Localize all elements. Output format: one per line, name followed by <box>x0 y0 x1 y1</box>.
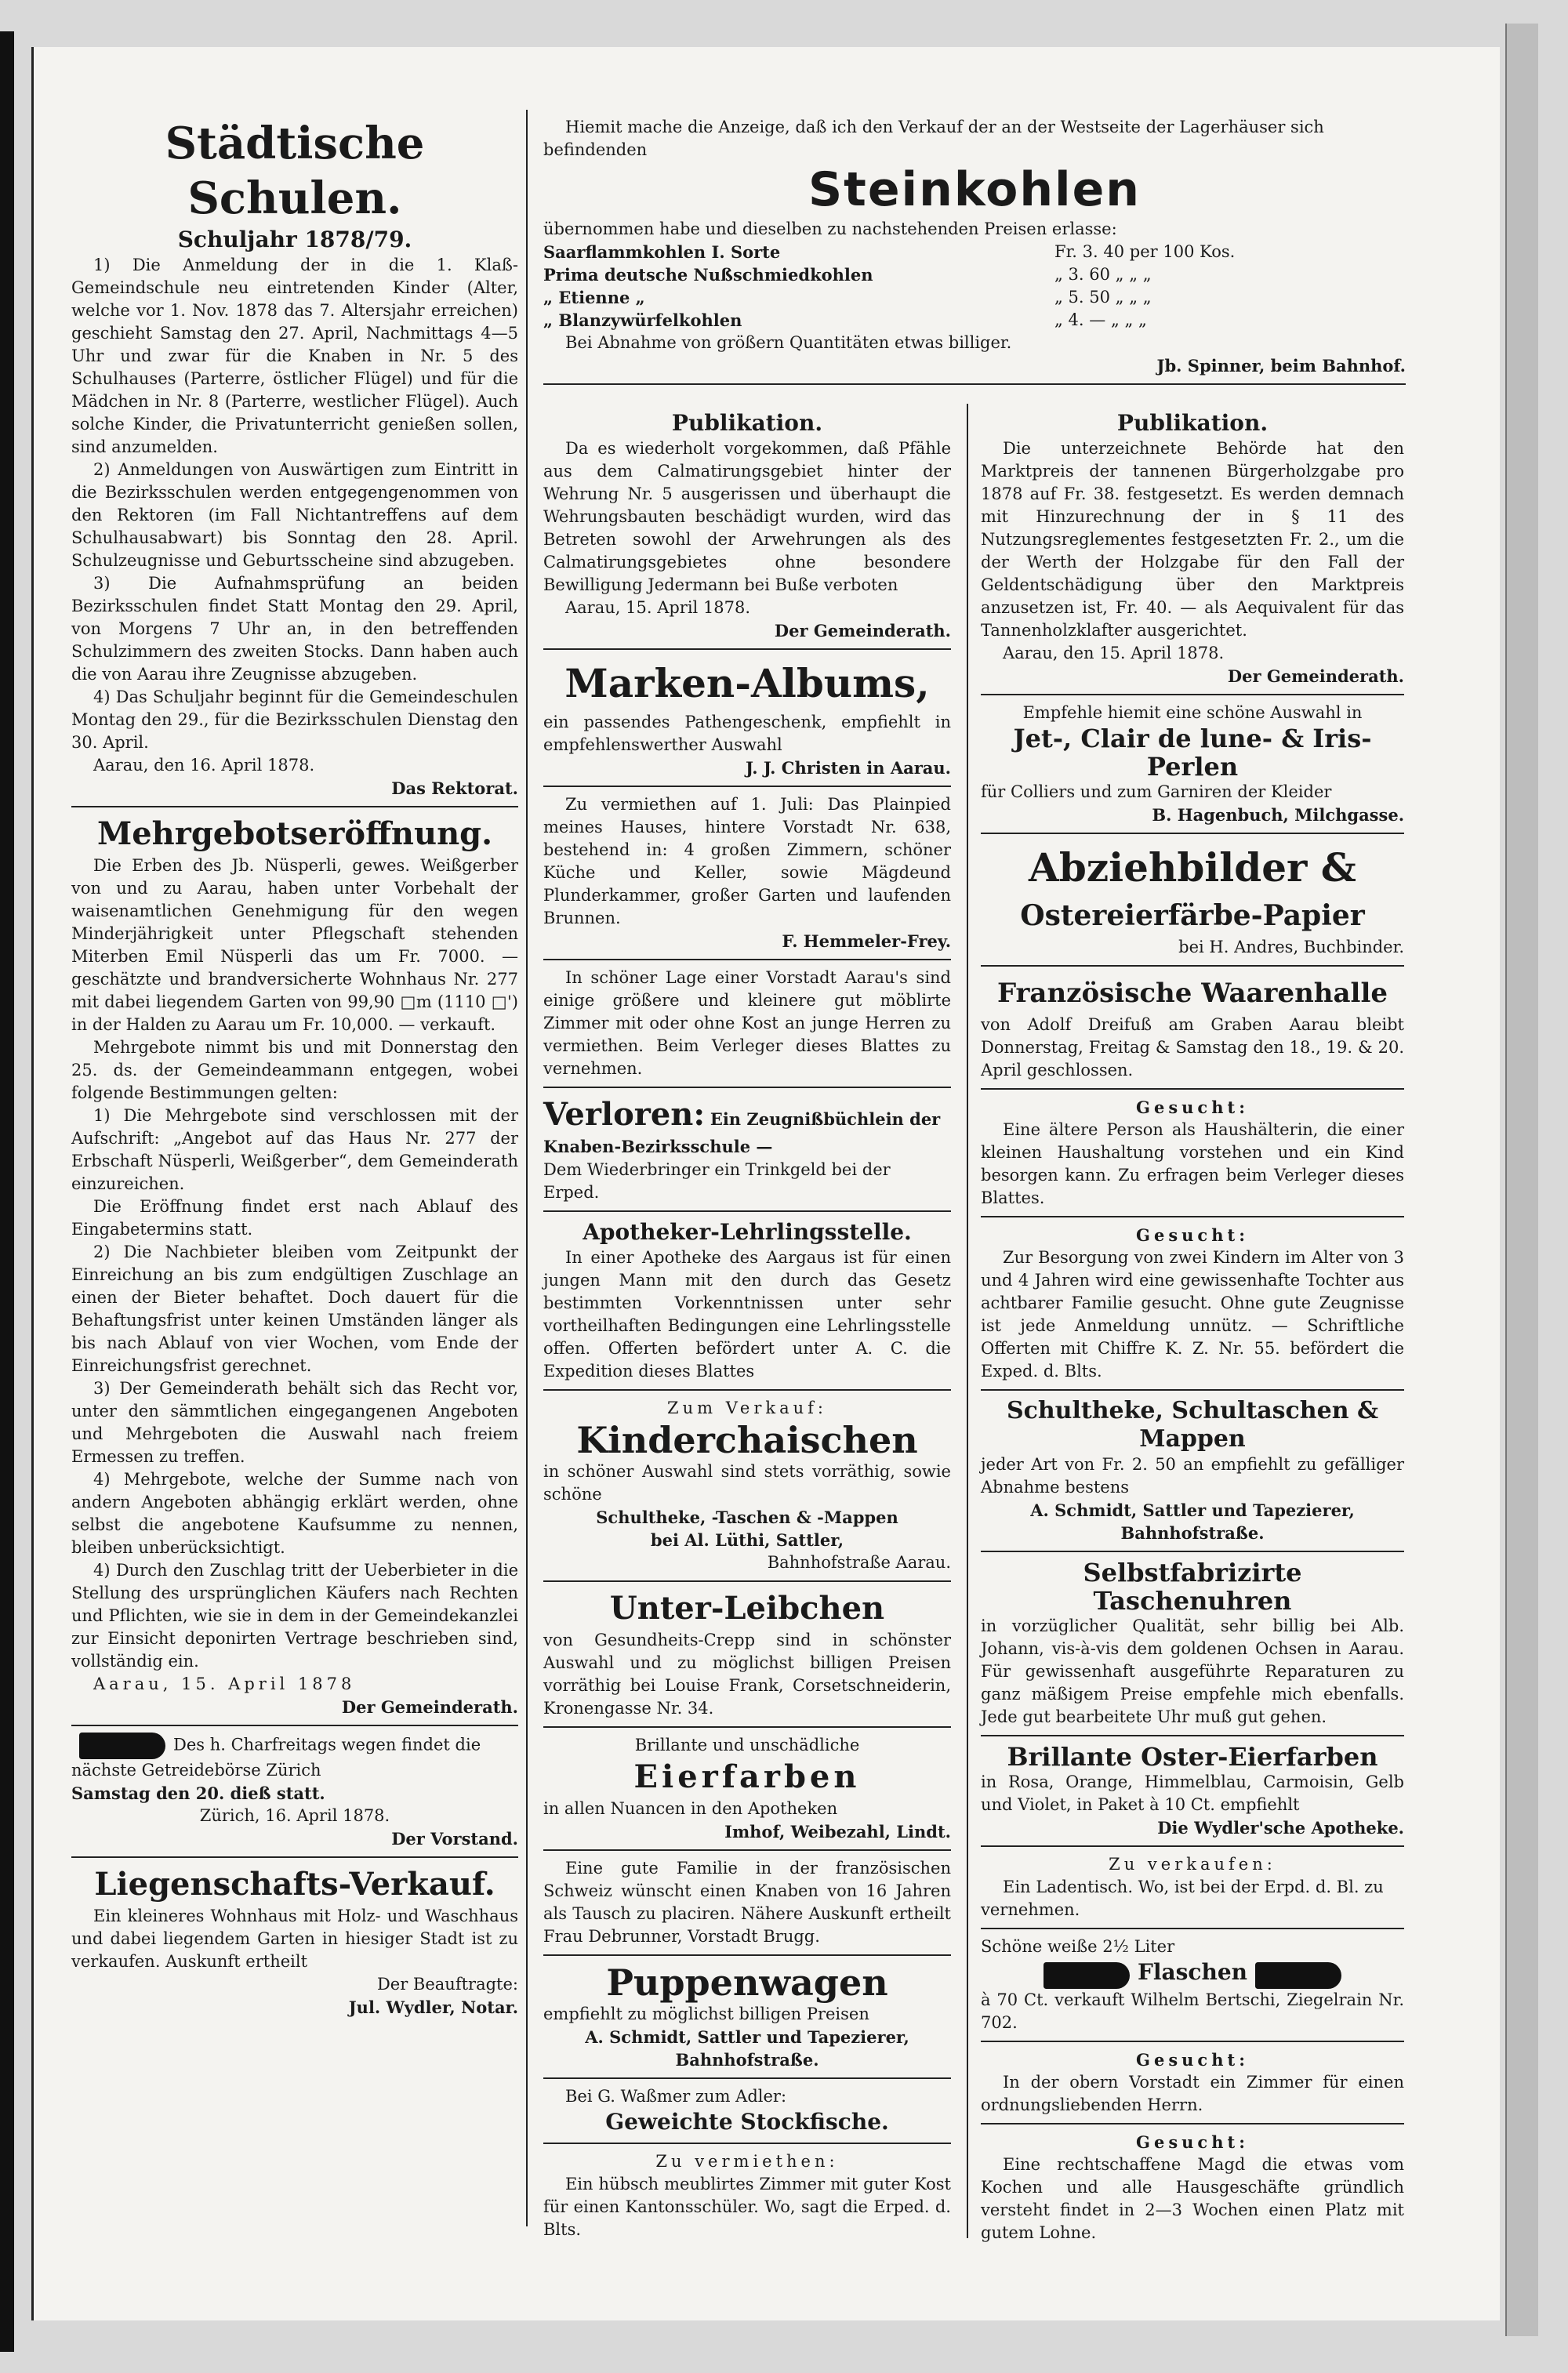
borse-date: Zürich, 16. April 1878. <box>199 1806 390 1825</box>
table-row: Prima deutsche Nußschmiedkohlen „ 3. 60 „ „ „ <box>543 265 1152 285</box>
table-row: „ Etienne „ „ 5. 50 „ „ „ <box>543 288 1152 307</box>
stein-title: Steinkohlen <box>808 162 1142 217</box>
verloren-sub: Ein Zeugnißbüchlein der Knaben-Bezirksschule — <box>543 1109 941 1156</box>
pointing-hand-icon <box>1044 1962 1130 1989</box>
kinder-text: in schöner Auswahl sind stets vorräthig, sowie schöne <box>543 1462 951 1504</box>
column-2 <box>543 409 951 2241</box>
familie-text: Eine gute Familie in der französischen Schweiz wünscht einen Knaben von 16 Jahren als Tausch zu placiren. Nähere Auskunft ertheilt Frau Debrunner, Vorstadt Brugg. <box>543 1859 951 1946</box>
column-rule-right <box>967 404 968 2238</box>
laden-text: Ein Ladentisch. Wo, ist bei der Erpd. d. Bl. zu vernehmen. <box>981 1878 1384 1919</box>
laden-pre: Zu verkaufen: <box>1109 1855 1276 1874</box>
uhren-text: in vorzüglicher Qualität, sehr billig bei Alb. Johann, vis-à-vis dem goldenen Ochsen in Aarau. Für gewissenhaft ausgeführte Reparaturen zu ganz mäßigem Preise empfehle mich ebenfalls. Jede gut bearbeitete Uhr muß gut gehen. <box>981 1616 1404 1726</box>
puppen-sign: A. Schmidt, Sattler und Tapezierer, Bahnhofstraße. <box>585 2027 909 2070</box>
page-edge <box>1505 24 1538 2336</box>
schult-title: Schultheke, Schultaschen & Mappen <box>1006 1397 1379 1453</box>
pointing-hand-icon <box>79 1733 165 1759</box>
ges4-pre: Gesucht: <box>1136 2132 1249 2152</box>
jet-title: Jet-, Clair de lune- & Iris-Perlen <box>1013 724 1372 782</box>
apoth-title: Apotheker-Lehrlingsstelle. <box>583 1219 912 1245</box>
schulen-p1: 1) Die Anmeldung der in die 1. Klaß-Gemeindschule neu eintretenden Kinder (Alter, welche vor 1. Nov. 1878 das 7. Altersjahr erreichen) geschieht Samstag den 27. April, Nachmittags 4—5 Uhr und zwar für die Knaben in Nr. 5 des Schulhauses (Parterre, östlicher Flügel) und für die Mädchen in Nr. 8 (Parterre, westlicher Flügel). Auch solche Kinder, die Privatunterricht genießen sollen, sind anzumelden. <box>71 256 518 456</box>
schulen-p2: 2) Anmeldungen von Auswärtigen zum Eintritt in die Bezirksschulen werden entgegengenommen von den Rektoren (im Fall Nichtantreffens auf dem Schulhausabwart) bis Sonntag den 28. April. Schulzeugnisse und Geburtsscheine sind abzugeben. <box>71 460 518 570</box>
ges2-pre: Gesucht: <box>1136 1225 1249 1245</box>
schulen-date: Aarau, den 16. April 1878. <box>93 756 315 775</box>
abzieh-title: Abziehbilder & <box>1029 844 1356 891</box>
marken-title: Marken-Albums, <box>564 660 930 706</box>
kinder-l2: bei Al. Lüthi, Sattler, <box>650 1530 844 1550</box>
pub1-title: Publikation. <box>671 410 823 436</box>
abzieh-text: bei H. Andres, Buchbinder. <box>1178 938 1404 956</box>
borse-sign: Der Vorstand. <box>391 1829 518 1849</box>
ges1-pre: Gesucht: <box>1136 1098 1249 1117</box>
column-1 <box>71 116 518 2019</box>
zimmer-pre: Zu vermiethen: <box>655 2152 839 2171</box>
puppen-title: Puppenwagen <box>606 1961 888 2004</box>
pub2-title: Publikation. <box>1116 410 1269 436</box>
mehr-p8: 4) Durch den Zuschlag tritt der Ueberbieter in die Stellung des ursprünglichen Käufers nach Rechten und Pflichten, wie sie in dem in der Gemeindekanzlei zur Einsicht deponirten Vertrage beschrieben sind, vollständig ein. <box>71 1561 518 1671</box>
miethen-text: Zu vermiethen auf 1. Juli: Das Plainpied meines Hauses, hintere Vorstadt Nr. 638, bestehend in: 4 großen Zimmern, schöner Küche und Keller, sowie Mägdeund Plunderkammer, großer Garten und laufenden Brunnen. <box>543 795 951 927</box>
flasch-title: Flaschen <box>1138 1959 1247 1985</box>
borse-bold: Samstag den 20. dieß statt. <box>71 1783 325 1803</box>
pub1-sign: Der Gemeinderath. <box>774 621 951 640</box>
schulen-p4: 4) Das Schuljahr beginnt für die Gemeindeschulen Montag den 29., für die Bezirksschulen Dienstag den 30. April. <box>71 688 518 752</box>
flasch-text: à 70 Ct. verkauft Wilhelm Bertschi, Ziegelrain Nr. 702. <box>981 1990 1404 2032</box>
vorstadt-text: In schöner Lage einer Vorstadt Aarau's sind einige größere und kleinere gut möblirte Zimmer mit oder ohne Kost an junge Herren zu vermiethen. Beim Verleger dieses Blattes zu vernehmen. <box>543 968 951 1078</box>
uhren-title: Selbstfabrizirte Taschenuhren <box>1083 1558 1302 1616</box>
miethen-sign: F. Hemmeler-Frey. <box>782 931 951 951</box>
pub2-text: Die unterzeichnete Behörde hat den Marktpreis der tannenen Bürgerholzgabe pro 1878 auf Fr. 38. festgesetzt. Es werden demnach mit Hinzurechnung der in § 11 des Nutzungsreglementes festgesetzten Fr. 2., um die der Werth der Holzgabe für den Fall der Geldentschädigung über den Marktpreis anzusetzen ist, Fr. 40. — als Aequivalent für das Tannenholzklafter ausgerichtet. <box>981 439 1404 640</box>
schulen-title: Städtische Schulen. <box>165 118 425 224</box>
table-row: Saarflammkohlen I. Sorte Fr. 3. 40 per 100 Kos. <box>543 242 1236 262</box>
newspaper-page <box>31 47 1500 2320</box>
unter-text: von Gesundheits-Crepp sind in schönster Auswahl und zu möglichst billigen Preisen vorräthig bei Louise Frank, Corsetschneiderin, Kronengasse Nr. 34. <box>543 1631 951 1718</box>
oster-sign: Die Wydler'sche Apotheke. <box>1157 1818 1404 1838</box>
mehr-p7: 4) Mehrgebote, welche der Summe nach von andern Angeboten abhängig erklärt werden, ohne selbst die angebotene Kaufsumme zu nennen, bleiben unberücksichtigt. <box>71 1470 518 1557</box>
stock-l2: Geweichte Stockfische. <box>605 2109 889 2135</box>
kinder-pre: Zum Verkauf: <box>666 1399 828 1417</box>
kinder-title: Kinderchaischen <box>576 1419 918 1461</box>
jet-pre: Empfehle hiemit eine schöne Auswahl in <box>1022 703 1363 722</box>
borse-text: Des h. Charfreitags wegen findet die nächste Getreidebörse Zürich <box>71 1735 481 1780</box>
eier-text: in allen Nuancen in den Apotheken <box>543 1799 838 1818</box>
mehr-p5: 2) Die Nachbieter bleiben vom Zeitpunkt der Einreichung an bis zum endgültigen Zuschlage an einen der Bieter behaftet. Doch dauert für die Behaftungsfrist unter keinen Umständen länger als bis nach Ablauf von vier Wochen, vom Ende der Einreichungsfrist gerechnet. <box>71 1243 518 1375</box>
eier-pre: Brillante und unschädliche <box>634 1736 860 1754</box>
mehr-title: Mehrgebotseröffnung. <box>96 815 493 852</box>
jet-text: für Colliers und zum Garniren der Kleider <box>981 782 1332 801</box>
schulen-sign: Das Rektorat. <box>391 778 518 798</box>
liegen-l1: Der Beauftragte: <box>376 1975 518 1994</box>
franz-title: Französische Waarenhalle <box>996 978 1388 1009</box>
ges3-pre: Gesucht: <box>1136 2049 1249 2070</box>
jet-sign: B. Hagenbuch, Milchgasse. <box>1152 805 1404 825</box>
stein-intro: Hiemit mache die Anzeige, daß ich den Verkauf der an der Westseite der Lagerhäuser sich befindenden <box>543 118 1324 159</box>
pointing-hand-icon <box>1255 1962 1341 1989</box>
ges1-text: Eine ältere Person als Haushälterin, die einer kleinen Haushaltung vorstehen und ein Kind besorgen kann. Zu erfragen beim Verleger dieses Blattes. <box>981 1120 1404 1207</box>
schulen-p3: 3) Die Aufnahmsprüfung an beiden Bezirksschulen findet Statt Montag den 29. April, von Morgens 7 Uhr an, in den betreffenden Schulzimmern des zweiten Stocks. Dann haben auch die von Aarau ihre Zeugnisse abzugeben. <box>71 574 518 684</box>
pub1-date: Aarau, 15. April 1878. <box>565 598 751 617</box>
mehr-p3: 1) Die Mehrgebote sind verschlossen mit der Aufschrift: „Angebot auf das Haus Nr. 277 der Erbschaft Nüsperli, Weißgerber“, dem Gemeinderath einzureichen. <box>71 1106 518 1193</box>
liegen-title: Liegenschafts-Verkauf. <box>94 1866 495 1903</box>
verloren-text: Dem Wiederbringer ein Trinkgeld bei der Erped. <box>543 1160 891 1202</box>
mehr-p6: 3) Der Gemeinderath behält sich das Recht vor, unter den sämmtlichen eingegangenen Angeboten und Mehrgeboten die Auswahl nach freiem Ermessen zu treffen. <box>71 1379 518 1466</box>
unter-title: Unter-Leibchen <box>609 1590 885 1627</box>
ges3-text: In der obern Vorstadt ein Zimmer für einen ordnungsliebenden Herrn. <box>981 2072 1404 2114</box>
abzieh-sub: Ostereierfärbe-Papier <box>1020 899 1365 932</box>
marken-sign: J. J. Christen in Aarau. <box>745 758 951 778</box>
column-rule-left <box>526 110 528 2226</box>
kinder-l1: Schultheke, -Taschen & -Mappen <box>596 1508 898 1527</box>
mehr-date: Aarau, 15. April 1878 <box>93 1675 356 1693</box>
steinkohlen-ad <box>543 116 1406 391</box>
stock-l1: Bei G. Waßmer zum Adler: <box>565 2087 787 2106</box>
stein-after: übernommen habe und dieselben zu nachstehenden Preisen erlasse: <box>543 220 1117 238</box>
zimmer-text: Ein hübsch meublirtes Zimmer mit guter Kost für einen Kantonsschüler. Wo, sagt die Erped. d. Blts. <box>543 2175 951 2239</box>
marken-text: ein passendes Pathengeschenk, empfiehlt in empfehlenswerther Auswahl <box>543 713 951 754</box>
pub2-sign: Der Gemeinderath. <box>1227 666 1404 686</box>
stein-price-table <box>543 241 1244 332</box>
kinder-l3: Bahnhofstraße Aarau. <box>767 1553 951 1572</box>
stein-sign: Jb. Spinner, beim Bahnhof. <box>1156 356 1406 376</box>
mehr-p4: Die Eröffnung findet erst nach Ablauf des Eingabetermins statt. <box>71 1197 518 1239</box>
puppen-text: empfiehlt zu möglichst billigen Preisen <box>543 2005 869 2023</box>
ges4-text: Eine rechtschaffene Magd die etwas vom Kochen und alle Hausgeschäfte gründlich versteht findet in 2—3 Wochen einen Platz mit gutem Lohne. <box>981 2154 1404 2242</box>
oster-title: Brillante Oster-Eierfarben <box>1007 1742 1378 1772</box>
eier-title: Eierfarben <box>633 1758 861 1795</box>
schult-text: jeder Art von Fr. 2. 50 an empfiehlt zu gefälliger Abnahme bestens <box>981 1455 1404 1497</box>
ges2-text: Zur Besorgung von zwei Kindern im Alter von 3 und 4 Jahren wird eine gewissenhafte Tochter aus achtbarer Familie gesucht. Ohne gute Zeugnisse ist jede Anmeldung unnütz. — Schriftliche Offerten mit Chiffre K. Z. Nr. 55. befördert die Exped. d. Blts. <box>981 1248 1404 1381</box>
mehr-p1: Die Erben des Jb. Nüsperli, gewes. Weißgerber von und zu Aarau, haben unter Vorbehalt der waisenamtlichen Genehmigung für den wegen Minderjährigkeit unter Pflegschaft stehenden Miterben Emil Nüsperli das um Fr. 7000. — geschätzte und brandversicherte Wohnhaus Nr. 277 mit dabei liegendem Garten von 99,90 □m (1110 □') in der Halden zu Aarau um Fr. 10,000. — verkauft. <box>71 856 518 1034</box>
oster-text: in Rosa, Orange, Himmelblau, Carmoisin, Gelb und Violet, in Paket à 10 Ct. empfiehlt <box>981 1772 1404 1814</box>
schulen-subtitle: Schuljahr 1878/79. <box>177 227 412 252</box>
mehr-p2: Mehrgebote nimmt bis und mit Donnerstag den 25. ds. der Gemeindeammann entgegen, wobei folgende Bestimmungen gelten: <box>71 1038 518 1102</box>
flasch-pre: Schöne weiße 2½ Liter <box>981 1937 1175 1956</box>
franz-text: von Adolf Dreifuß am Graben Aarau bleibt Donnerstag, Freitag & Samstag den 18., 19. & 20. April geschlossen. <box>981 1015 1404 1079</box>
binding-edge <box>0 31 14 2352</box>
column-3 <box>981 409 1404 2244</box>
apoth-text: In einer Apotheke des Aargaus ist für einen jungen Mann mit den durch das Gesetz bestimmten Vorkenntnissen unter sehr vortheilhaften Bedingungen eine Lehrlingsstelle offen. Offerten befördert unter A. C. die Expedition dieses Blattes <box>543 1248 951 1381</box>
liegen-l2: Jul. Wydler, Notar. <box>348 1997 518 2017</box>
liegen-text: Ein kleineres Wohnhaus mit Holz- und Waschhaus und dabei liegendem Garten in hiesiger Stadt ist zu verkaufen. Auskunft ertheilt <box>71 1907 518 1971</box>
verloren-title: Verloren: <box>543 1096 706 1133</box>
eier-sign: Imhof, Weibezahl, Lindt. <box>724 1822 951 1841</box>
pub2-date: Aarau, den 15. April 1878. <box>1003 644 1225 662</box>
table-row: „ Blanzywürfelkohlen „ 4. — „ „ „ <box>543 310 1147 330</box>
mehr-sign: Der Gemeinderath. <box>341 1697 518 1717</box>
stein-note: Bei Abnahme von größern Quantitäten etwas billiger. <box>565 333 1012 352</box>
schult-sign: A. Schmidt, Sattler und Tapezierer, Bahnhofstraße. <box>1030 1500 1355 1543</box>
pub1-text: Da es wiederholt vorgekommen, daß Pfähle aus dem Calmatirungsgebiet hinter der Wehrung Nr. 5 ausgerissen und überhaupt die Wehrungsbauten beschädigt wurden, wird das Betreten sowohl der Arwehrungen als des Calmatirungsgebietes ohne besondere Bewilligung Jedermann bei Buße verboten <box>543 439 951 594</box>
